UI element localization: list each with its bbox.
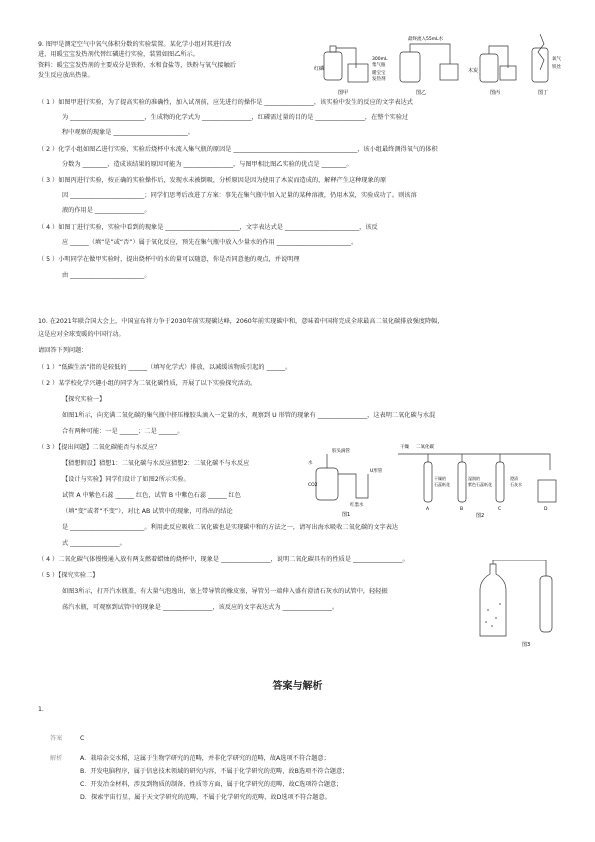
svg-text:D: D: [544, 507, 548, 512]
analysis-b: B．开发电脑程序，属于信息技术领域的研究内容，不属于化学研究的范畴，故B选项不符合题意；: [80, 768, 349, 775]
q10-p4: （ 4 ）二氧化碳气体慢慢通入放有两支燃着蜡烛的烧杯中，现象是 ________________，说明二氧化碳具有的性质是 ________________。: [38, 556, 409, 563]
svg-text:澄清: 澄清: [510, 476, 518, 481]
q10-tubes-4: 式 ________________。: [62, 540, 126, 547]
svg-text:发热剂: 发热剂: [372, 77, 386, 82]
q9-p3c: 液的作用是 ________________。: [62, 207, 151, 214]
answer-label: 答案: [50, 735, 63, 742]
q9-intro-2: 进，用暖宝宝发热剂代替红磷进行实验，装置如图乙所示。: [38, 51, 199, 58]
q10-tubes-2: （填“变”或者“不变”），对比 AB 试管中的现象，可得出的结论: [62, 508, 233, 515]
q10-hypothesis: 【猜想假设】猜想1：二氧化碳与水反应猜想2：二氧化碳不与水反应: [62, 460, 250, 467]
label-tu-yi: 图乙: [416, 90, 427, 96]
q10-exp2b: 荡汽水瓶，可观察到试管中的现象是 ________________，该反应的文字表达式为 ________________。: [62, 604, 339, 611]
svg-text:湿润的: 湿润的: [468, 476, 480, 481]
q9-p3b: 因 ________________________；同学们思考后改进了方案：事先在集气瓶中加入足量的某种溶液，仍用木炭，实验成功了。则该溶: [62, 192, 417, 199]
svg-text:木炭: 木炭: [468, 68, 479, 74]
q10-exp2a: 如图3所示，打开汽水瓶盖，有大量气泡逸出，塞上带导管的橡皮塞，导管另一端伸入盛有澄清石灰水的试管中，轻轻振: [62, 588, 388, 595]
analysis-label: 解析: [50, 755, 63, 762]
svg-text:干燥: 干燥: [400, 445, 409, 450]
svg-text:二氧化碳: 二氧化碳: [416, 445, 434, 450]
svg-text:CO2: CO2: [308, 483, 318, 488]
q10-exp1a: 如图1所示，向充满二氧化碳的集气瓶中挤压橡胶头滴入一定量的水，观察到 U 形管的现象有 ________________，这表明二氧化碳与水混: [62, 412, 436, 419]
svg-text:300mL: 300mL: [372, 57, 388, 62]
q10-exp1b: 合有两种可能：一是 ______；二是 ______。: [62, 428, 184, 435]
q9-intro: 9. 图甲是测定空气中氧气体积分数的实验装置。某化学小组对其进行改: [38, 41, 232, 48]
label-tu-jia: 图甲: [338, 90, 349, 96]
q10-tubes: 试管 A 中紫色石蕊 ______ 红色，试管 B 中紫色石蕊 ______ 红色: [62, 492, 241, 499]
svg-text:胶头滴管: 胶头滴管: [332, 449, 350, 454]
figure-1: [316, 454, 368, 500]
q9-p1c: 程中观察的现象是 ________________________。: [62, 129, 194, 136]
q10-tubes-3: 是 ________________________。利用此反应吸收二氧化碳也是实现碳中和的方法之一，请写出海水吸收二氧化碳的文字表达: [62, 524, 399, 531]
q10-p5: （ 5 ）【探究实验二】: [38, 572, 99, 579]
q9-material-2: 发生反应放出热量。: [38, 72, 94, 79]
answer-number: 1.: [38, 706, 44, 713]
label-tu-3: 图3: [522, 642, 531, 648]
figure-bing: [480, 46, 516, 82]
svg-text:集气瓶: 集气瓶: [372, 63, 386, 68]
q9-p5a: （ 5 ）小明同学在做甲实验时，提出烧杯中的水的量可以随意，你是否同意他的观点，并说明理: [38, 256, 300, 263]
svg-text:U形管: U形管: [370, 469, 383, 474]
q9-p4b: 应 ______（填“是”或“否”）属于氧化反应，预先在集气瓶中放入少量水的作用 ________________________。: [62, 239, 358, 246]
label-tu-ding: 图丁: [538, 90, 549, 96]
figure-yi: [400, 44, 458, 82]
analysis-d: D．探索宇宙行星，属于天文学研究的范畴，不属于化学研究的范畴，故D选项不符合题意。: [80, 794, 331, 801]
q9-p5b: 由 ________________________。: [62, 272, 151, 279]
svg-text:C: C: [498, 507, 502, 512]
q10-intro: 10. 在2021年联合国大会上，中国宣布将力争于2030年前实现碳达峰，2060年前实现碳中和，意味着中国将完成全球最高二氧化碳排放强度降幅，: [38, 318, 444, 325]
svg-text:A: A: [426, 507, 430, 512]
svg-text:暖宝宝: 暖宝宝: [372, 71, 386, 76]
analysis-c: C．开发冶金材料，涉及到物质的制备、性质等方面，属于化学研究的范畴，故C选项符合题意；: [80, 781, 343, 788]
svg-text:B: B: [460, 507, 464, 512]
svg-text:红墨水: 红墨水: [350, 503, 364, 508]
svg-text:最终流入55mL水: 最终流入55mL水: [408, 37, 444, 42]
q9-p2b: 分数为 ________，造成该结果的原因可能为 ________________，与图甲相比图乙实验的优点是 ________。: [62, 161, 353, 168]
svg-text:紫色石蕊纸花: 紫色石蕊纸花: [468, 482, 492, 487]
svg-text:石灰水: 石灰水: [510, 482, 522, 487]
q10-exp1-title: 【探究实验一】: [62, 396, 106, 403]
figure-3: [476, 560, 566, 650]
q10-p2: （ 2 ）某学校化学兴趣小组的同学为二氧化碳性质，开展了以下实验探究活动。: [38, 380, 257, 387]
q9-figures: [312, 30, 570, 100]
q9-p4a: （ 4 ）如图丁进行实验，实验中看到的现象是 ________________________，文字表达式是 ________________________，该反: [38, 224, 378, 231]
q10-ask: 请回答下列问题：: [38, 347, 88, 354]
svg-text:石蕊纸花: 石蕊纸花: [434, 482, 450, 487]
q9-material: 资料：暖宝宝发热剂的主要成分是铁粉、水和食盐等，铁粉与氧气接触后: [38, 62, 236, 69]
q10-p3: （ 3 ）【提出问题】二氧化碳能否与水反应？: [38, 444, 161, 451]
label-tu-bing: 图丙: [490, 90, 501, 96]
svg-text:干燥的: 干燥的: [434, 476, 446, 481]
q9-p1b: 为 ________________________，生成物的化学式为 ________________，红磷需过量的目的是 ________________，在整个实验过: [62, 114, 409, 121]
analysis-a: A．栽培杂交水稻，这属于生物学研究的范畴，并非化学研究的范畴，故A选项不符合题意；: [80, 755, 330, 762]
svg-text:水: 水: [308, 461, 313, 466]
label-tu-1: 图1: [342, 512, 351, 518]
q10-design: 【设计与实验】同学们设计了如图2所示实验。: [62, 476, 190, 483]
q10-p1: （ 1 ）“低碳生活”指的是较低的 ______（填写化学式）排放，以减缓该物质引起的 ______。: [38, 364, 292, 371]
answers-title: 答案与解析: [272, 681, 323, 692]
q10-figures-1-2: [306, 440, 570, 520]
label-tu-2: 图2: [476, 513, 485, 519]
answer-value: C: [80, 735, 85, 742]
figure-ding: [532, 34, 548, 82]
figure-jia: [324, 46, 368, 82]
svg-text:氧气: 氧气: [552, 57, 561, 62]
q9-p2a: （ 2 ）化学小组如图乙进行实验，实验后烧杯中水流入集气瓶的原因是 ________________________________________，该小组最终测得氧气的体积: [38, 146, 438, 153]
q9-p1a: （ 1 ）如图甲进行实验，为了提高实验的准确性，加入试剂前，应先进行的操作是 ________________，该实验中发生的反应的文字表达式: [38, 99, 413, 106]
svg-text:铁丝: 铁丝: [552, 65, 561, 70]
q9-p3a: （ 3 ）如图丙进行实验，按正确的实验操作后，发现水未被倒吸，分析原因是因为使用了木炭而造成的，解释产生这种现象的原: [38, 177, 387, 184]
label-hongpin: 红磷: [314, 66, 325, 72]
q10-intro-2: 这是应对全球变暖的中国行动。: [38, 331, 125, 338]
